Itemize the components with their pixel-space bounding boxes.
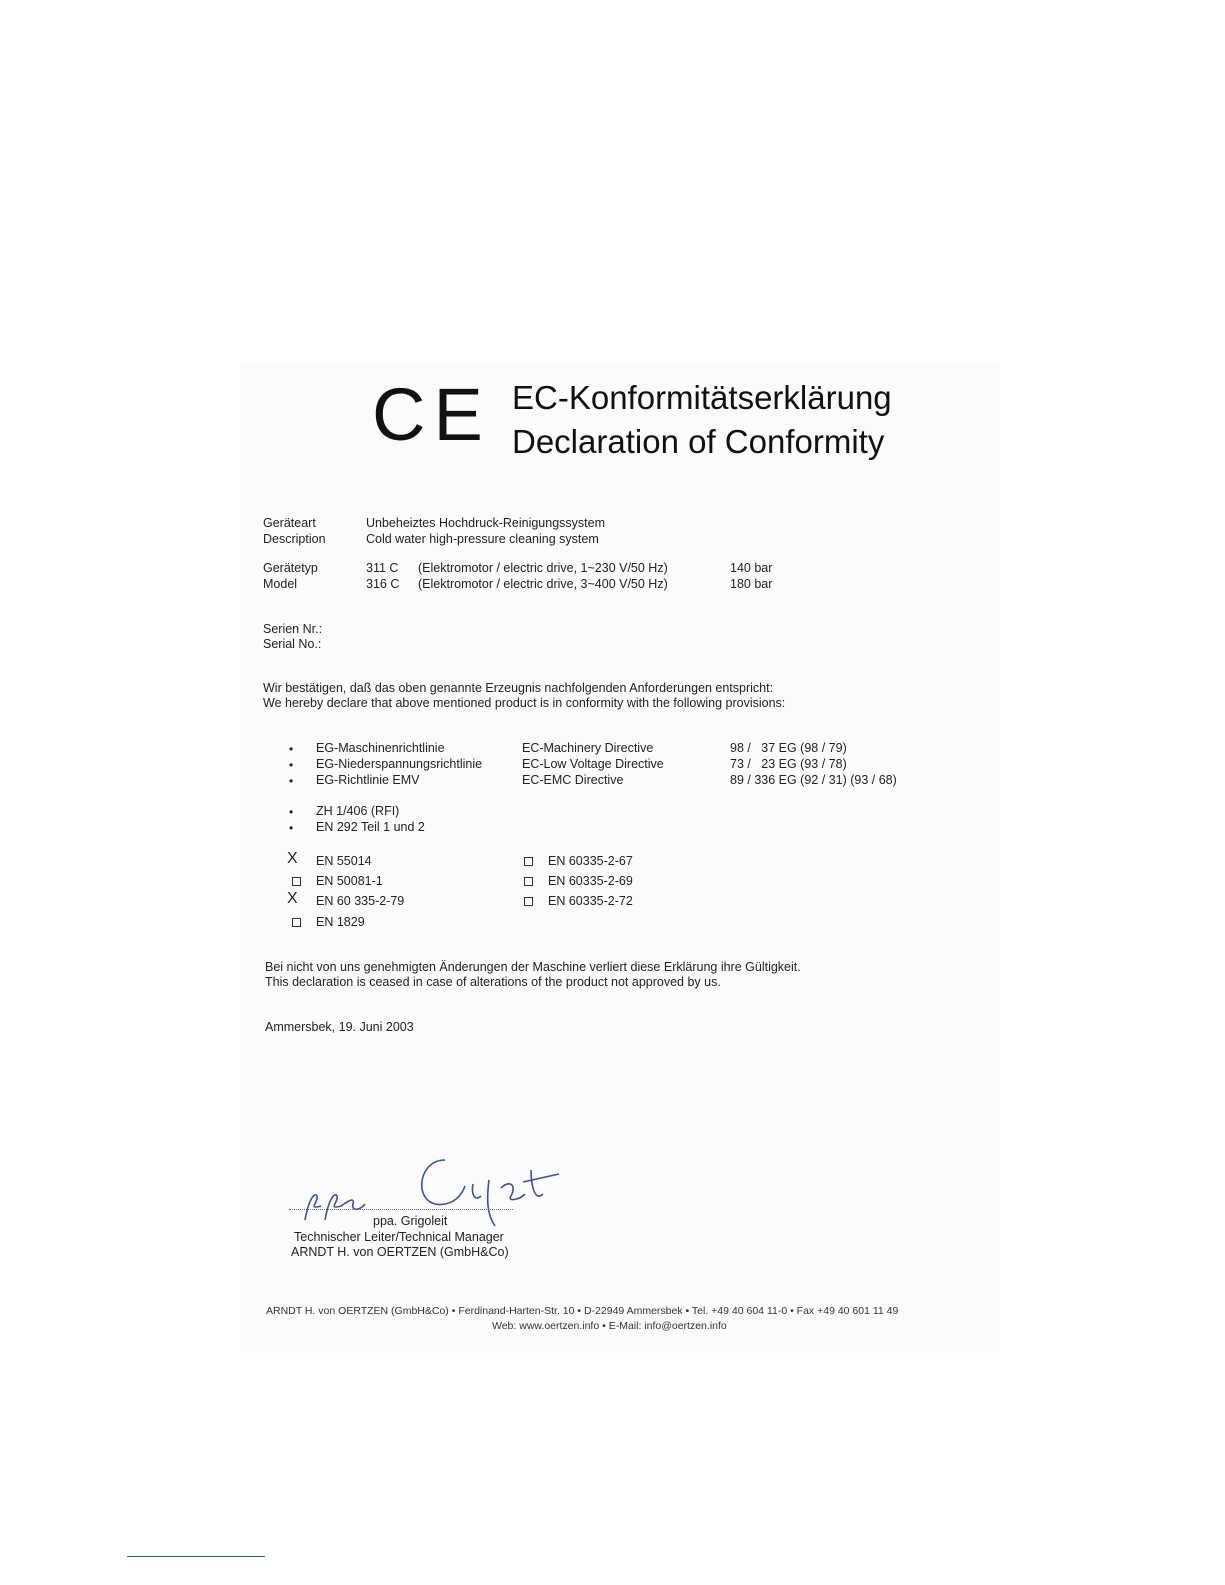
directive-en: EC-EMC Directive <box>522 773 624 787</box>
standard-checked: EN 60 335-2-79 <box>316 894 405 908</box>
bullet: • <box>289 758 294 772</box>
validity-de: Bei nicht von uns genehmigten Änderungen der Maschine verliert diese Erklärung ihre Gültigkeit. <box>265 960 801 974</box>
description-label-en: Description <box>263 532 326 546</box>
signatory-company: ARNDT H. von OERTZEN (GmbH&Co) <box>291 1245 509 1259</box>
description-label-de: Geräteart <box>263 516 316 530</box>
unchecked-box-icon <box>524 877 533 886</box>
description-value-en: Cold water high-pressure cleaning system <box>366 532 599 546</box>
standard-unchecked: EN 60335-2-67 <box>548 854 633 868</box>
signatory-title: Technischer Leiter/Technical Manager <box>294 1230 504 1244</box>
model-drive: (Elektromotor / electric drive, 1~230 V/50 Hz) <box>418 561 668 575</box>
footer-address: ARNDT H. von OERTZEN (GmbH&Co) • Ferdinand-Harten-Str. 10 • D-22949 Ammersbek • Tel. +49 40 604 11-0 • Fax +49 40 601 11 49 <box>266 1305 899 1317</box>
statement-en: We hereby declare that above mentioned product is in conformity with the following provisions: <box>263 696 786 710</box>
standard-unchecked: EN 60335-2-69 <box>548 874 633 888</box>
signatory-name: ppa. Grigoleit <box>373 1214 448 1228</box>
signature-line <box>289 1209 513 1210</box>
standard-unchecked: EN 50081-1 <box>316 874 383 888</box>
model-pressure: 140 bar <box>730 561 773 575</box>
directive-en: EC-Low Voltage Directive <box>522 757 664 771</box>
statement-de: Wir bestätigen, daß das oben genannte Erzeugnis nachfolgenden Anforderungen entspricht: <box>263 681 774 695</box>
title-en: Declaration of Conformity <box>512 423 885 460</box>
unchecked-box-icon <box>292 877 301 886</box>
standard-item: ZH 1/406 (RFI) <box>316 804 400 818</box>
ce-mark: CE <box>372 373 491 456</box>
directive-de: EG-Niederspannungsrichtlinie <box>316 757 483 771</box>
standard-checked: EN 55014 <box>316 854 372 868</box>
model-drive: (Elektromotor / electric drive, 3~400 V/50 Hz) <box>418 577 668 591</box>
directive-de: EG-Maschinenrichtlinie <box>316 741 445 755</box>
serial-label-de: Serien Nr.: <box>263 622 323 636</box>
standard-item: EN 292 Teil 1 und 2 <box>316 820 425 834</box>
validity-en: This declaration is ceased in case of alterations of the product not approved by us. <box>265 975 721 989</box>
title-de: EC-Konformitätserklärung <box>512 379 892 416</box>
model-label-de: Gerätetyp <box>263 561 318 575</box>
directive-de: EG-Richtlinie EMV <box>316 773 420 787</box>
bullet: • <box>289 774 294 788</box>
unchecked-box-icon <box>292 918 301 927</box>
model-pressure: 180 bar <box>730 577 773 591</box>
unchecked-box-icon <box>524 897 533 906</box>
place-date: Ammersbek, 19. Juni 2003 <box>265 1020 414 1034</box>
directive-en: EC-Machinery Directive <box>522 741 654 755</box>
checked-mark-icon: X <box>287 890 298 907</box>
standard-unchecked: EN 1829 <box>316 915 365 929</box>
directive-ref: 89 / 336 EG (92 / 31) (93 / 68) <box>730 773 897 787</box>
standard-unchecked: EN 60335-2-72 <box>548 894 633 908</box>
unchecked-box-icon <box>524 857 533 866</box>
model-code: 311 C <box>366 561 399 575</box>
model-label-en: Model <box>263 577 298 591</box>
bullet: • <box>289 805 294 819</box>
directive-ref: 73 / 23 EG (93 / 78) <box>730 757 847 771</box>
footer-contact: Web: www.oertzen.info • E-Mail: info@oertzen.info <box>492 1320 727 1332</box>
description-value-de: Unbeheiztes Hochdruck-Reinigungssystem <box>366 516 606 530</box>
bullet: • <box>289 742 294 756</box>
serial-label-en: Serial No.: <box>263 637 322 651</box>
checked-mark-icon: X <box>287 850 298 867</box>
model-code: 316 C <box>366 577 400 591</box>
bullet: • <box>289 821 294 835</box>
footnote-rule <box>127 1556 265 1557</box>
directive-ref: 98 / 37 EG (98 / 79) <box>730 741 847 755</box>
